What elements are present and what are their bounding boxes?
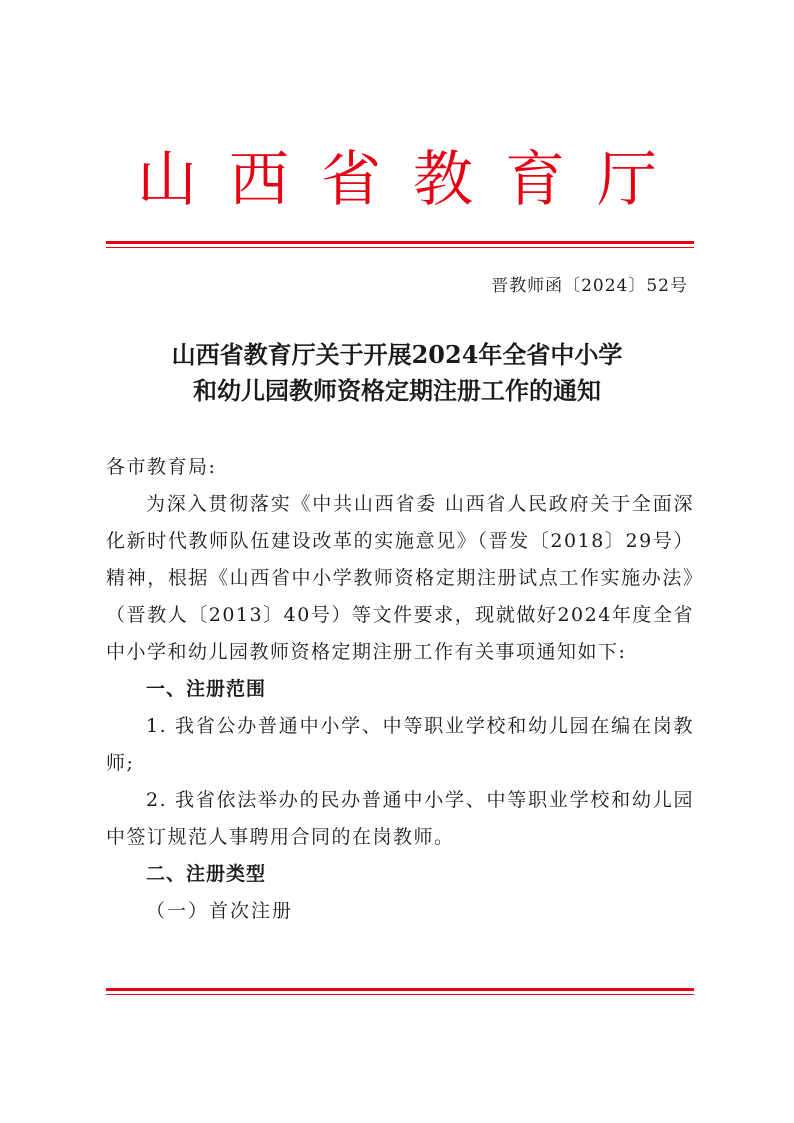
header-red-rule [106, 241, 694, 248]
document-title-line-2: 和幼儿园教师资格定期注册工作的通知 [193, 376, 601, 405]
section-2-subheading-1: （一）首次注册 [146, 900, 294, 922]
section-1-heading: 一、注册范围 [146, 678, 267, 700]
document-title-line-1: 山西省教育厅关于开展2024年全省中小学 [171, 340, 623, 369]
intro-paragraph: 为深入贯彻落实《中共山西省委 山西省人民政府关于全面深化新时代教师队伍建设改革的实施意见》（晋发〔2018〕29号）精神，根据《山西省中小学教师资格定期注册试点工作实施办法》（晋教人〔2013〕40号）等文件要求，现就做好2024年度全省中小学和幼儿园教师资格定期注册工作有关事项通知如下: [106, 493, 694, 663]
section-2-heading: 二、注册类型 [146, 863, 267, 885]
footer-red-rule [106, 988, 694, 995]
document-number: 晋教师函〔2024〕52号 [491, 276, 688, 296]
section-1-item-1: 1. 我省公办普通中小学、中等职业学校和幼儿园在编在岗教师; [106, 715, 694, 774]
issuing-authority-title: 山西省教育厅 [137, 145, 689, 215]
document-title [100, 337, 694, 409]
section-1-item-2: 2. 我省依法举办的民办普通中小学、中等职业学校和幼儿园中签订规范人事聘用合同的在岗教师。 [106, 789, 694, 848]
salutation: 各市教育局: [106, 456, 217, 478]
document-body [106, 449, 694, 930]
